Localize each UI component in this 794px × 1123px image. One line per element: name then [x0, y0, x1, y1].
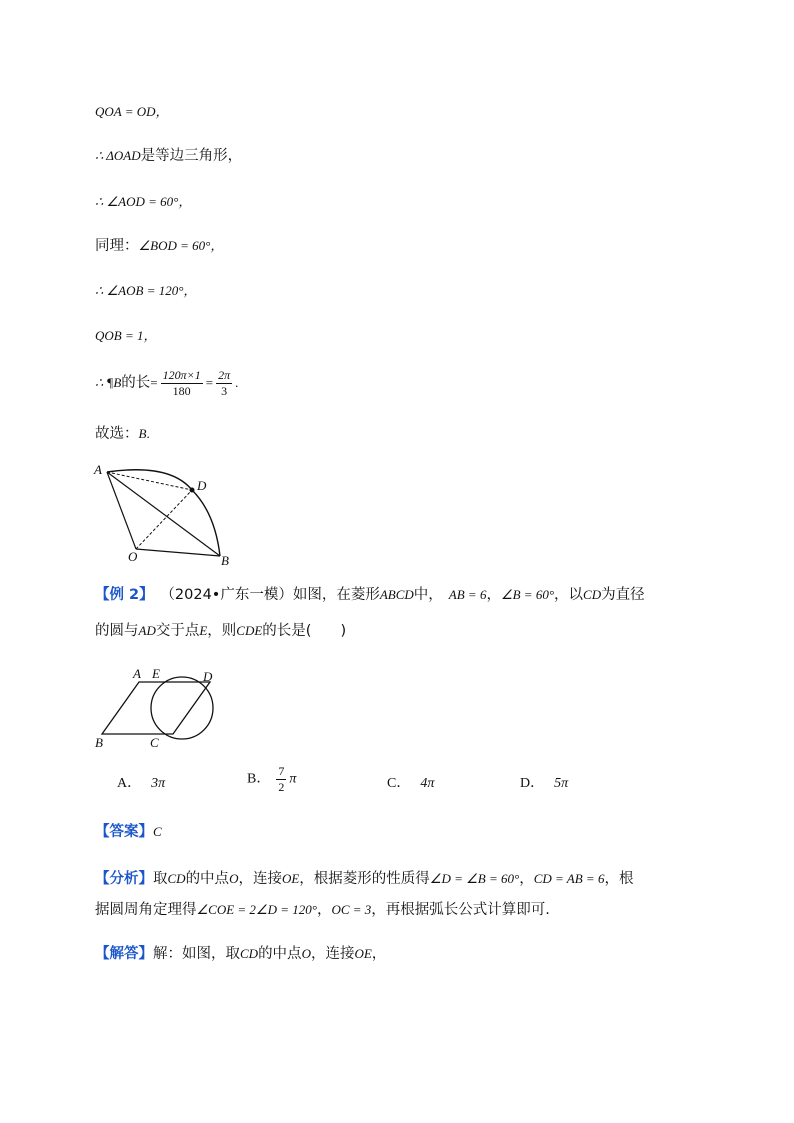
- solution-line-3: [95, 192, 191, 212]
- math-text: ∴ ∠AOB = 120°，: [95, 283, 197, 298]
- math-text: OE: [354, 946, 372, 961]
- option-d: [520, 772, 568, 792]
- text: 交于点: [155, 623, 200, 639]
- text: 为直径: [601, 587, 645, 603]
- option-value: 4π: [420, 776, 435, 791]
- math-text: QOB = 1，: [95, 328, 157, 343]
- math-text: CD = AB = 6: [533, 871, 605, 886]
- label-b: B: [95, 735, 103, 750]
- math-text: E: [199, 623, 208, 638]
- math-text: OE: [281, 871, 300, 886]
- math-text: ∴ ¶B: [95, 375, 122, 390]
- text: 解：如图，取: [153, 946, 240, 962]
- label-d: D: [203, 669, 213, 684]
- fraction: [161, 368, 203, 399]
- text: 的圆与: [95, 623, 139, 639]
- example2-line-2: [95, 621, 346, 641]
- math-text: O: [301, 946, 311, 961]
- option-value: 5π: [554, 776, 569, 791]
- text: ，连接: [310, 946, 355, 962]
- option-letter: D．: [520, 776, 545, 791]
- math-text: OC = 3: [331, 902, 372, 917]
- text: （2024•广东一模）如图，在菱形: [167, 587, 380, 603]
- fraction-numerator: 7: [278, 764, 285, 778]
- math-text: ∠BOD = 60°，: [138, 238, 224, 253]
- segment-oa: [107, 472, 136, 549]
- label-d: D: [197, 478, 207, 493]
- math-text: ∠B = 60°: [500, 587, 555, 602]
- solution-tag: 【解答】: [95, 946, 153, 962]
- option-a: [117, 772, 165, 792]
- math-text: QOA = OD，: [95, 104, 169, 119]
- math-text: O: [229, 871, 239, 886]
- example-tag: 【例 2】: [95, 587, 154, 603]
- math-text: =: [150, 375, 158, 390]
- text: ，根: [604, 871, 634, 887]
- figure-sector-aob: [90, 458, 250, 573]
- solution-line-8: [95, 424, 150, 444]
- option-letter: A．: [117, 776, 142, 791]
- math-text: CDE: [236, 623, 263, 638]
- solution-line-1: [95, 102, 169, 122]
- analysis-line-1: [95, 869, 633, 889]
- option-letter: B．: [247, 771, 271, 787]
- text: 的中点: [185, 871, 230, 887]
- label-o: O: [128, 549, 138, 564]
- math-text: .: [146, 426, 150, 441]
- math-text: .: [235, 375, 239, 390]
- segment-ob: [136, 549, 220, 556]
- label-a: A: [133, 666, 141, 681]
- segment-od-dashed: [136, 490, 192, 549]
- text: 的中点: [258, 946, 302, 962]
- fraction-denominator: 180: [172, 383, 191, 398]
- fraction: [216, 368, 232, 399]
- label-b: B: [221, 553, 229, 568]
- label-c: C: [150, 735, 159, 750]
- label-a: A: [94, 462, 102, 477]
- math-text: ∠COE = 2∠D = 120°: [196, 902, 317, 917]
- analysis-tag: 【分析】: [95, 871, 153, 887]
- fraction-denominator: 3: [221, 383, 228, 398]
- rhombus-abcd: [102, 682, 210, 734]
- option-value: π: [289, 771, 297, 787]
- option-value: 3π: [151, 776, 166, 791]
- math-text: B: [138, 426, 147, 441]
- text: 取: [153, 871, 168, 887]
- math-text: CD: [167, 871, 186, 886]
- math-text: ∴ ∠AOD = 60°，: [95, 194, 192, 209]
- arc-ad: [107, 470, 192, 490]
- solution-line-7: [95, 365, 238, 401]
- label-e: E: [152, 666, 160, 681]
- text: 的长: [121, 375, 151, 391]
- option-c: [387, 772, 434, 792]
- text: 的长是( ): [262, 623, 347, 639]
- text: ，连接: [238, 871, 282, 887]
- option-letter: C．: [387, 776, 411, 791]
- text: 据圆周角定理得: [95, 902, 197, 918]
- solution-line-2: [95, 146, 242, 166]
- math-text: ABCD: [379, 587, 414, 602]
- figure-rhombus-circle: [90, 665, 230, 755]
- text: 是等边三角形，: [140, 148, 243, 164]
- fraction-numerator: 2π: [218, 367, 231, 382]
- math-text: ∴ ΔOAD: [95, 148, 141, 163]
- text: 中，: [413, 587, 443, 603]
- example2-line-1: [95, 585, 645, 605]
- text: 同理：: [95, 238, 139, 254]
- analysis-line-2: [95, 900, 550, 920]
- text: ，: [519, 871, 534, 887]
- text: ，: [316, 902, 332, 918]
- circle-cd-diameter: [151, 677, 213, 739]
- point-d: [190, 488, 195, 493]
- text: ，: [486, 587, 501, 603]
- option-b: [247, 764, 296, 795]
- solution-line-6: [95, 326, 157, 346]
- text: ，以: [554, 587, 584, 603]
- text: ，: [371, 946, 387, 962]
- math-text: AB = 6: [448, 587, 487, 602]
- answer-tag: 【答案】: [95, 824, 153, 840]
- math-text: =: [205, 375, 214, 390]
- fraction-numerator: 120π×1: [162, 367, 201, 382]
- text: ，则: [207, 623, 237, 639]
- solution-line-5: [95, 281, 196, 301]
- text: ，根据菱形的性质得: [299, 871, 430, 887]
- answer-line: [95, 822, 162, 842]
- answer-value: C: [153, 824, 162, 839]
- math-text: CD: [240, 946, 259, 961]
- text: 故选：: [95, 426, 139, 442]
- math-text: AD: [138, 623, 156, 638]
- fraction: [276, 764, 286, 795]
- math-text: ∠D = ∠B = 60°: [429, 871, 520, 886]
- math-text: CD: [583, 587, 602, 602]
- solution-line-4: [95, 236, 223, 256]
- fraction-denominator: 2: [278, 780, 285, 794]
- text: ，再根据弧长公式计算即可.: [371, 902, 550, 918]
- solution2-line-1: [95, 944, 386, 964]
